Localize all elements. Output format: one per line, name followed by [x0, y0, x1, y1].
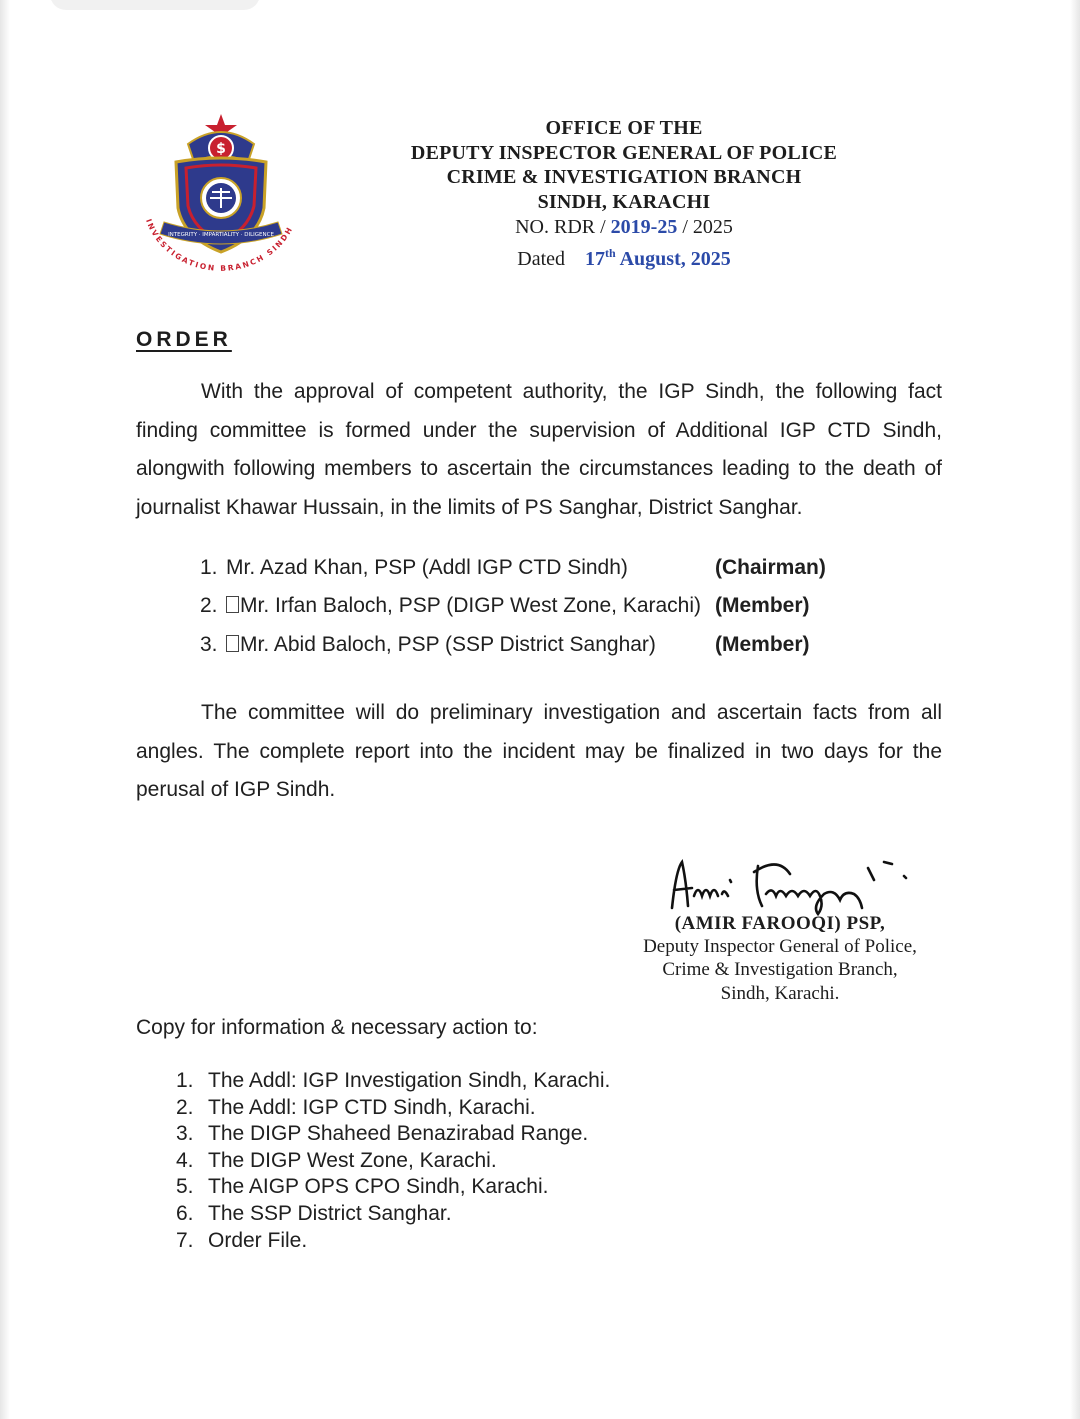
order-title: ORDER	[136, 328, 232, 351]
signatory-title-3: Sindh, Karachi.	[720, 982, 840, 1004]
list-item-text: The Addl: IGP Investigation Sindh, Karachi.	[208, 1069, 611, 1092]
signatory-name: (AMIR FAROOQI) PSP,	[674, 913, 886, 934]
date-rest: August, 2025	[619, 248, 731, 270]
list-item-number: 2.	[176, 1095, 194, 1119]
date-suffix: th	[605, 246, 616, 260]
list-item-text: The SSP District Sanghar.	[208, 1201, 452, 1225]
handwritten-signature	[658, 850, 918, 920]
list-item-number: 3.	[176, 1122, 194, 1146]
header-line-2: DEPUTY INSPECTOR GENERAL OF POLICE	[410, 141, 838, 164]
date-day: 17	[585, 248, 606, 270]
list-item	[176, 1201, 776, 1228]
date-value	[585, 248, 731, 270]
committee-member-3	[200, 633, 900, 661]
svg-text:$: $	[216, 141, 226, 157]
signature-block	[590, 912, 970, 1005]
member-role: (Member)	[715, 633, 810, 656]
list-item-text: The DIGP West Zone, Karachi.	[208, 1148, 497, 1172]
emblem-ring-text: INVESTIGATION BRANCH SINDH	[144, 217, 295, 273]
list-item-text: The Addl: IGP CTD Sindh, Karachi.	[208, 1095, 536, 1119]
list-item-number: 4.	[176, 1148, 194, 1172]
police-emblem-logo	[136, 110, 306, 278]
member-name: Mr. Azad Khan, PSP (Addl IGP CTD Sindh)	[226, 556, 628, 579]
header-line-3: CRIME & INVESTIGATION BRANCH	[446, 166, 802, 189]
list-item	[176, 1174, 776, 1201]
page-edge-right	[1070, 0, 1080, 1419]
list-item-text: The DIGP Shaheed Benazirabad Range.	[208, 1122, 589, 1146]
list-item-number: 6.	[176, 1201, 194, 1225]
member-name-wrap	[226, 594, 701, 618]
reference-number	[374, 216, 874, 239]
signatory-title-1: Deputy Inspector General of Police,	[643, 936, 917, 958]
missing-glyph-icon	[226, 596, 239, 613]
page-edge-left	[0, 0, 10, 1419]
order-date	[374, 246, 874, 271]
header-line-1: OFFICE OF THE	[545, 117, 703, 139]
member-role: (Chairman)	[715, 556, 826, 579]
member-name: Mr. Abid Baloch, PSP (SSP District Sanghar)	[240, 633, 656, 656]
member-name-wrap	[226, 633, 656, 657]
list-item	[176, 1228, 776, 1255]
ref-number: 2019-25	[610, 216, 678, 238]
order-paragraph-1: With the approval of competent authority, the IGP Sindh, the following fact finding committee is formed under the supervision of Additional IGP CTD Sindh, alongwith following members to ascertain the circumstances leading to the death of journalist Khawar Hussain, in the limits of PS Sanghar, District Sanghar.	[136, 380, 942, 519]
member-role: (Member)	[715, 594, 810, 617]
date-label: Dated	[517, 248, 566, 270]
member-name: Mr. Irfan Baloch, PSP (DIGP West Zone, Karachi)	[240, 594, 702, 617]
header-line-4: SINDH, KARACHI	[537, 190, 711, 213]
office-header	[374, 116, 874, 214]
list-item-number: 1.	[176, 1069, 194, 1092]
list-item-number: 5.	[176, 1175, 194, 1199]
member-number: 2.	[200, 594, 218, 617]
list-item	[176, 1121, 776, 1148]
copy-heading: Copy for information & necessary action to:	[136, 1016, 538, 1039]
list-item-number: 7.	[176, 1228, 194, 1252]
viewer-top-tab	[50, 0, 260, 10]
list-item-text: The AIGP OPS CPO Sindh, Karachi.	[208, 1175, 549, 1199]
signatory-title-2: Crime & Investigation Branch,	[662, 959, 898, 981]
member-number: 1.	[200, 556, 218, 579]
ref-suffix: / 2025	[682, 216, 733, 238]
list-item	[176, 1148, 776, 1175]
list-item-text: Order File.	[208, 1228, 308, 1252]
ref-prefix: NO. RDR /	[515, 216, 606, 238]
member-number: 3.	[200, 633, 218, 656]
copy-recipient-list	[176, 1068, 776, 1254]
list-item	[176, 1095, 776, 1122]
order-paragraph-2: The committee will do preliminary investigation and ascertain facts from all angles. The complete report into the incident may be finalized in two days for the perusal of IGP Sindh.	[136, 701, 942, 801]
committee-member-1	[200, 556, 900, 584]
missing-glyph-icon	[226, 635, 239, 652]
list-item	[176, 1068, 776, 1095]
emblem-banner-text: INTEGRITY · IMPARTIALITY · DILIGENCE	[168, 232, 274, 238]
committee-member-2	[200, 594, 900, 622]
